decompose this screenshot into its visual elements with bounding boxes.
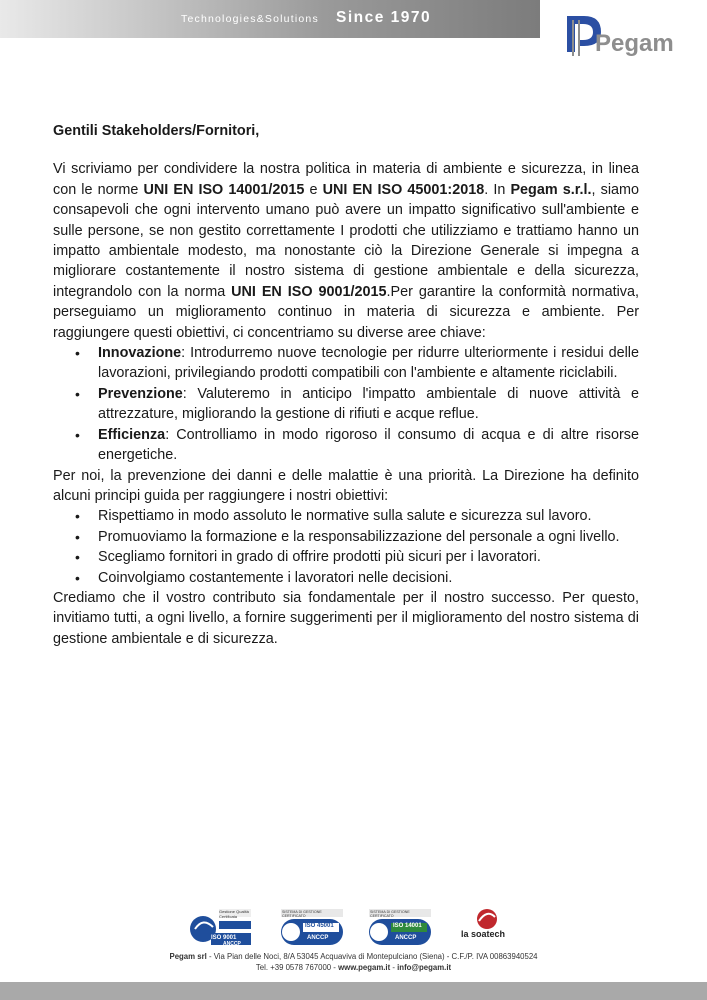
letter-body	[53, 121, 639, 649]
footer-address	[0, 952, 707, 961]
footer-contacts	[0, 963, 707, 972]
cert-9001-body: ANCCP	[223, 941, 241, 947]
intro-text-4: , siamo consapevoli che ogni intervento umano può avere un impatto significativo sull'ambiente e sulle persone, se non gestito correttamente I prodotti che utilizziamo e trattiamo hanno un impatto ambientale modesto, ma nonostante ciò la Direzione Generale si impegna a migliorare costantemente il nostro sistema di gestione ambientale e della sicurezza, integrandolo con la norma	[53, 181, 640, 300]
iso-9001-ref: UNI EN ISO 9001/2015	[231, 283, 387, 300]
list-item: • Scegliamo fornitori in grado di offrire prodotti più sicuri per i lavoratori.	[98, 547, 639, 567]
area-title: Innovazione	[98, 345, 182, 362]
logo-wordmark	[595, 30, 674, 58]
iso-45001-ref: UNI EN ISO 45001:2018	[322, 181, 485, 198]
footer-address-text: - Via Pian delle Noci, 8/A 53045 Acquaviva di Montepulciano (Siena) - C.F./P. IVA 00863940524	[206, 952, 538, 961]
cert-14001-standard: ISO 14001	[393, 923, 422, 929]
list-item	[98, 425, 639, 466]
list-item: • Coinvolgiamo costantemente i lavoratori nelle decisioni.	[98, 568, 639, 588]
soatech-cert-icon	[457, 907, 519, 947]
footer-band	[0, 982, 707, 1000]
intro-paragraph	[53, 159, 639, 343]
footer-phone: Tel. +39 0578 767000 -	[255, 963, 339, 972]
footer-separator: -	[390, 963, 398, 972]
principles-list	[53, 506, 639, 588]
footer-company: Pegam srl	[169, 952, 207, 961]
area-text: : Controlliamo in modo rigoroso il consumo di acqua e di altre risorse energetiche.	[98, 426, 639, 464]
closing-paragraph: Crediamo che il vostro contributo sia fondamentale per il nostro successo. Per questo, invitiamo tutti, a ogni livello, a fornire suggerimenti per il miglioramento del nostro sistema di gestione ambientale e di sicurezza.	[53, 589, 639, 647]
company-name-ref: Pegam s.r.l.	[510, 181, 592, 198]
list-item: • Promuoviamo la formazione e la responsabilizzazione del personale a ogni livello.	[98, 527, 639, 547]
cert-9001-caption: Gestione Qualità Certificata	[219, 909, 249, 919]
cert-14001-body: ANCCP	[395, 935, 417, 941]
cert-9001-standard: ISO 9001	[211, 935, 237, 941]
area-title: Efficienza	[98, 426, 166, 443]
footer-website-link[interactable]: www.pegam.it	[338, 963, 391, 972]
soatech-label: la soatech	[461, 929, 506, 939]
intro-text-2: e	[304, 181, 323, 198]
logo-wordmark-text: Pegam	[595, 30, 674, 57]
list-item: • Rispettiamo in modo assoluto le normative sulla salute e sicurezza sul lavoro.	[98, 506, 639, 526]
intro-text-3: . In	[484, 181, 511, 198]
footer-email-link[interactable]: info@pegam.it	[397, 963, 452, 972]
intro-text-5: .Per garantire la conformità normativa, perseguiamo un miglioramento continuo in materia di sicurezza e ambiente. Per raggiungere questi obiettivi, ci concentriamo su diverse aree chiave:	[53, 283, 639, 341]
iso-14001-ref: UNI EN ISO 14001/2015	[143, 181, 305, 198]
cert-45001-body: ANCCP	[307, 935, 329, 941]
priority-paragraph: Per noi, la prevenzione dei danni e delle malattie è una priorità. La Direzione ha definito alcuni principi guida per raggiungere i nostri obiettivi:	[53, 467, 639, 504]
cert-14001-caption: SISTEMA DI GESTIONE CERTIFICATO	[370, 910, 410, 918]
area-text: : Valuteremo in anticipo l'impatto ambientale di nuove attività e attrezzature, migliorando la gestione di rifiuti e acque reflue.	[98, 385, 639, 423]
header-tagline: Technologies&Solutions	[181, 13, 319, 25]
letter-greeting: Gentili Stakeholders/Fornitori,	[53, 123, 260, 139]
cert-45001-caption: SISTEMA DI GESTIONE CERTIFICATO	[282, 910, 322, 918]
list-item	[98, 343, 639, 384]
list-item	[98, 384, 639, 425]
area-text: : Introdurremo nuove tecnologie per ridurre ulteriormente i residui delle lavorazioni, privilegiando prodotti compatibili con l'ambiente e altamente riciclabili.	[98, 345, 639, 382]
header-since: Since 1970	[336, 9, 432, 26]
cert-45001-standard: ISO 45001	[305, 923, 334, 929]
key-areas-list	[53, 343, 639, 465]
intro-text-1: Vi scriviamo per condividere la nostra politica in materia di ambiente e sicurezza, in linea con le norme	[53, 161, 639, 198]
certification-logos	[189, 907, 519, 947]
area-title: Prevenzione	[98, 385, 183, 402]
